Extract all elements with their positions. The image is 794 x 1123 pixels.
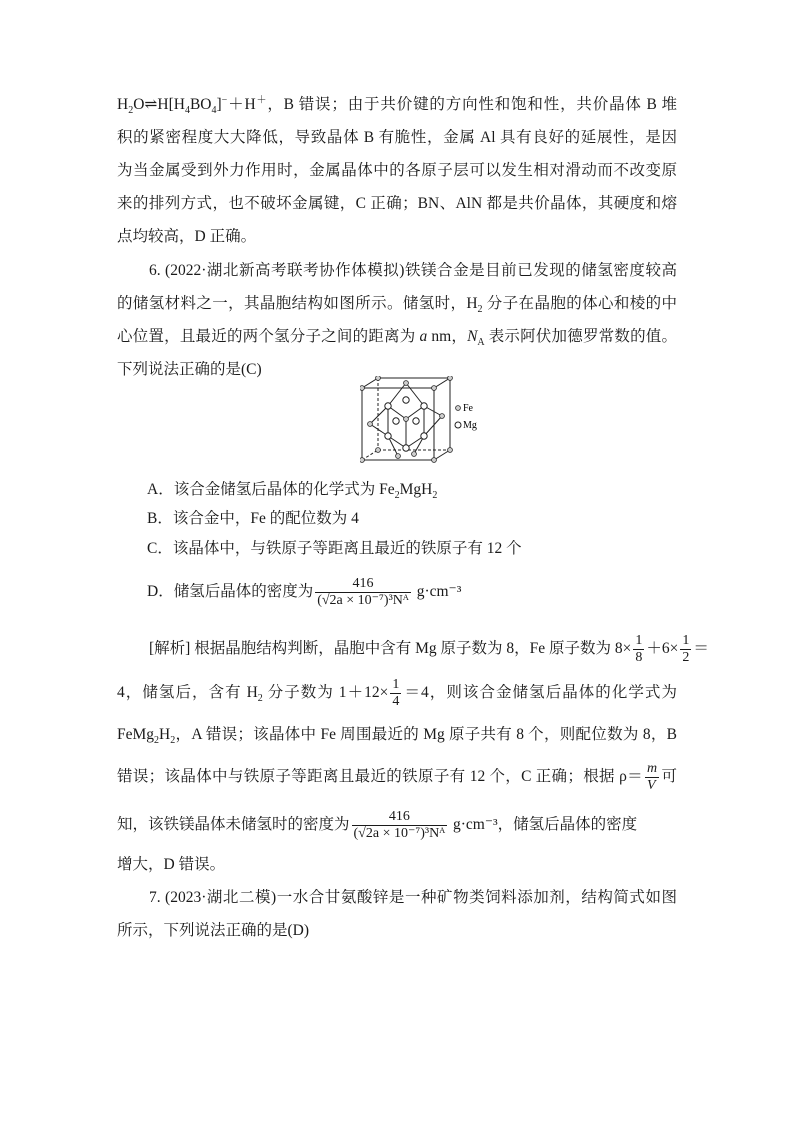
crystal-cell-figure [360, 376, 600, 464]
mg-legend-label: Mg [463, 420, 477, 431]
text-line: 心位置，且最近的两个氢分子之间的距离为 a nm，$N_A$ 表示阿伏加德罗常数的值。 [117, 328, 677, 349]
mg-legend-marker [455, 422, 461, 428]
fe-legend-marker [456, 406, 461, 411]
analysis-line: 增大，D 错误。 [117, 856, 226, 873]
analysis-line: 错误；该晶体中与铁原子等距离且最近的铁原子有 12 个，C 正确；根据 ρ＝ $\frac{m}{V}$ 可 [117, 760, 677, 793]
analysis-line: 4，储氢后，含有 $H_2$ 分子数为 1＋12× $\frac{1}{4}$ ＝4，则该合金储氢后晶体的化学式为 [117, 676, 677, 709]
text-line: 下列说法正确的是(C) [117, 361, 262, 378]
fe-legend-label: Fe [463, 403, 473, 414]
option-d: D．储氢后晶体的密度为 $\frac{416}{\text{(√2a × 10⁻⁷)³Nᴬ}}$ g·cm⁻³ [147, 575, 462, 608]
fraction: $\frac{1}{8}$ [635, 632, 643, 665]
text-line: 的储氢材料之一，其晶胞结构如图所示。储氢时，$H_2$ 分子在晶胞的体心和棱的中 [117, 295, 677, 316]
option-b: B．该合金中，Fe 的配位数为 4 [147, 510, 359, 527]
analysis-line: $FeMg_2H_2$，A 错误；该晶体中 Fe 周围最近的 Mg 原子共有 8 个，则配位数为 8，B [117, 726, 677, 747]
text-line: 来的排列方式，也不破坏金属键，C 正确；BN、AlN 都是共价晶体，其硬度和熔 [117, 195, 677, 212]
analysis-line: [解析] 根据晶胞结构判断，晶胞中含有 Mg 原子数为 8，Fe 原子数为 8× $\frac{1}{8}$ ＋6× $\frac{1}{2}$ ＝ [149, 632, 709, 665]
crystal-cell-diagram [360, 376, 480, 464]
density-fraction: $\frac{416}{\text{(√2a × 10⁻⁷)³Nᴬ}}$ [317, 575, 409, 608]
text-line: $H_2O\rightleftharpoons H[H_4BO_4]^-+H^+$，B 错误；由于共价键的方向性和饱和性，共价晶体 B 堆 [117, 94, 677, 117]
analysis-line: 知，该铁镁晶体未储氢时的密度为 $\frac{416}{\text{(√2a × 10⁻⁷)³Nᴬ}}$ g·cm⁻³，储氢后晶体的密度 [117, 808, 638, 841]
fraction: $\frac{416}{\text{(√2a × 10⁻⁷)³Nᴬ}}$ [353, 808, 446, 841]
text-line: 为当金属受到外力作用时，金属晶体中的各原子层可以发生相对滑动而不改变原 [117, 162, 677, 179]
fraction: $\frac{1}{4}$ [392, 676, 400, 709]
text-line: 积的紧密程度大大降低，导致晶体 B 有脆性，金属 Al 具有良好的延展性，是因 [117, 129, 677, 146]
analysis-tag: [解析] [149, 640, 191, 657]
text-line: 所示，下列说法正确的是(D) [117, 922, 310, 939]
question-7-stem: 7. (2023·湖北二模)一水合甘氨酸锌是一种矿物类饲料添加剂，结构简式如图 [149, 889, 677, 906]
fraction: $\frac{m}{V}$ [647, 760, 658, 793]
fraction: $\frac{1}{2}$ [682, 632, 690, 665]
option-a: A．该合金储氢后晶体的化学式为 $Fe_2MgH_2$ [147, 481, 438, 502]
option-c: C．该晶体中，与铁原子等距离且最近的铁原子有 12 个 [147, 540, 522, 557]
text-line: 点均较高，D 正确。 [117, 228, 257, 245]
question-6-stem: 6. (2022·湖北新高考联考协作体模拟)铁镁合金是目前已发现的储氢密度较高 [149, 262, 677, 279]
